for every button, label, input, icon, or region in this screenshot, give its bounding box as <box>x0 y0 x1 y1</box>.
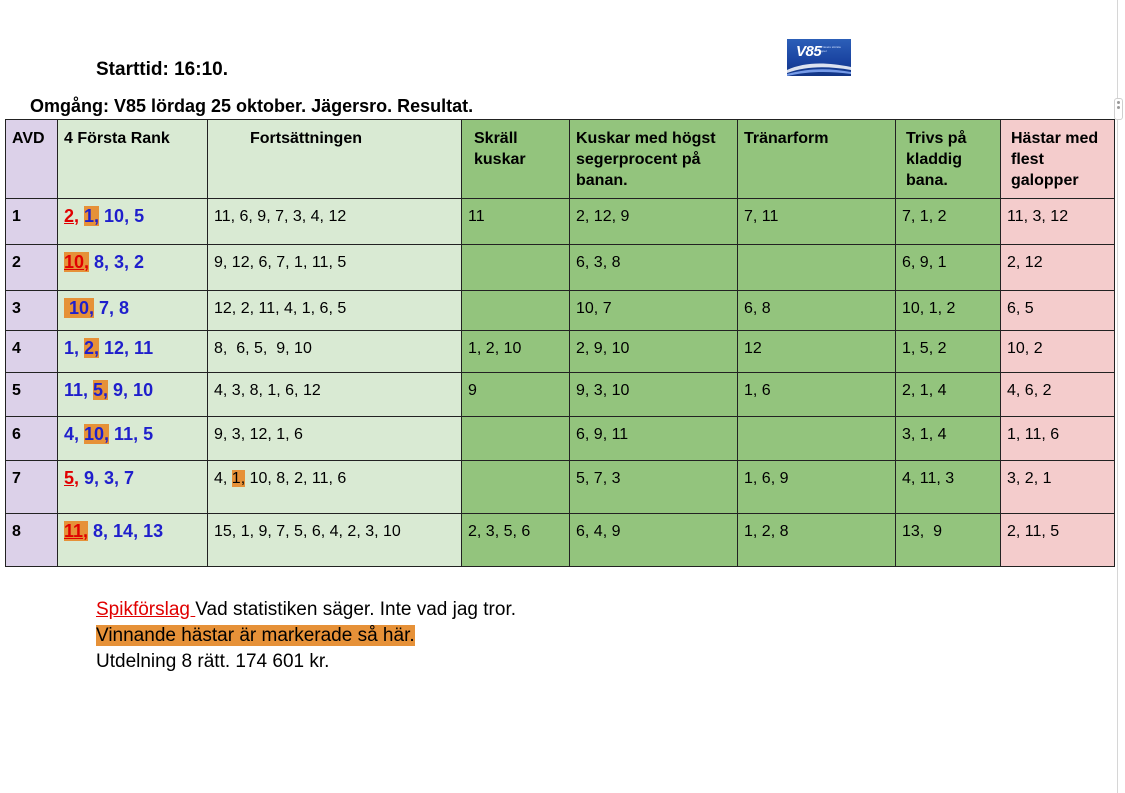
galopper-cell: 1, 11, 6 <box>1001 417 1115 461</box>
rank-cell <box>58 417 208 461</box>
fortsattning-cell <box>208 331 462 373</box>
results-table <box>5 119 1115 567</box>
table-row <box>6 514 1115 567</box>
skrall-cell: 2, 3, 5, 6 <box>462 514 570 567</box>
logo-subtext: Travets största spel <box>821 45 841 53</box>
fortsattning-horses: 15, 1, 9, 7, 5, 6, 4, 2, 3, 10 <box>214 523 401 540</box>
col-header-avd: AVD <box>6 120 58 199</box>
galopper-cell: 10, 2 <box>1001 331 1115 373</box>
fortsattning-cell <box>208 373 462 417</box>
avd-cell: 5 <box>6 373 58 417</box>
skrall-cell <box>462 417 570 461</box>
trivs-cell: 7, 1, 2 <box>896 199 1001 245</box>
winner-horse: 10, <box>64 298 95 318</box>
spik-horse: 10, <box>64 252 90 272</box>
fortsattning-horses: 11, 6, 9, 7, 3, 4, 12 <box>214 208 347 225</box>
fortsattning-horses: 8, 6, 5, 9, 10 <box>214 340 312 357</box>
rank-horses: 9, 3, 7 <box>79 468 135 488</box>
rank-horses: 1, <box>64 338 85 358</box>
trivs-cell: 1, 5, 2 <box>896 331 1001 373</box>
round-title: Omgång: V85 lördag 25 oktober. Jägersro. Resultat. <box>30 96 474 116</box>
trivs-cell: 2, 1, 4 <box>896 373 1001 417</box>
galopper-cell: 11, 3, 12 <box>1001 199 1115 245</box>
galopper-cell: 4, 6, 2 <box>1001 373 1115 417</box>
kuskar-cell: 2, 12, 9 <box>570 199 738 245</box>
fortsattning-cell <box>208 417 462 461</box>
tranarform-cell: 1, 6 <box>738 373 896 417</box>
fortsattning-cell <box>208 199 462 245</box>
spik-horse: 11, <box>64 521 89 541</box>
note-highlight-line <box>96 623 516 649</box>
table-row <box>6 331 1115 373</box>
winner-horse: 5, <box>93 380 109 400</box>
tranarform-cell: 12 <box>738 331 896 373</box>
rank-cell <box>58 514 208 567</box>
trivs-cell: 10, 1, 2 <box>896 291 1001 331</box>
spik-horse: 2, <box>64 206 80 226</box>
trivs-cell: 3, 1, 4 <box>896 417 1001 461</box>
col-header-tranarform: Tränarform <box>738 120 896 199</box>
header-row <box>6 120 1115 199</box>
skrall-cell: 11 <box>462 199 570 245</box>
galopper-cell: 2, 11, 5 <box>1001 514 1115 567</box>
col-header-rank: 4 Första Rank <box>58 120 208 199</box>
rank-horses: 8, 3, 2 <box>89 252 145 272</box>
tranarform-cell: 1, 6, 9 <box>738 461 896 514</box>
galopper-cell: 3, 2, 1 <box>1001 461 1115 514</box>
col-header-fortsattning: Fortsättningen <box>208 120 462 199</box>
scrollbar-handle[interactable] <box>1114 98 1123 120</box>
table-row <box>6 245 1115 291</box>
note-highlight-text: Vinnande hästar är markerade så här. <box>96 625 415 646</box>
table-row <box>6 417 1115 461</box>
rank-horses: 10, 5 <box>99 206 145 226</box>
col-header-galopper: Hästar med flest galopper <box>1001 120 1115 199</box>
tranarform-cell <box>738 245 896 291</box>
fortsattning-horses: 10, 8, 2, 11, 6 <box>245 470 347 487</box>
rank-cell <box>58 245 208 291</box>
skrall-cell <box>462 461 570 514</box>
table-row <box>6 199 1115 245</box>
start-time: Starttid: 16:10. <box>96 59 228 80</box>
fortsattning-horses: 9, 3, 12, 1, 6 <box>214 426 303 443</box>
col-header-skrall <box>462 120 570 199</box>
skrall-cell: 9 <box>462 373 570 417</box>
fortsattning-horses: 9, 12, 6, 7, 1, 11, 5 <box>214 254 347 271</box>
table-row <box>6 373 1115 417</box>
table-row <box>6 461 1115 514</box>
rank-horses: 4, <box>64 424 85 444</box>
col-header-skrall-label: Skräll kuskar <box>474 130 526 168</box>
skrall-cell <box>462 245 570 291</box>
col-header-trivs: Trivs på kladdig bana. <box>896 120 1001 199</box>
kuskar-cell: 9, 3, 10 <box>570 373 738 417</box>
v85-logo <box>787 39 851 76</box>
avd-cell: 2 <box>6 245 58 291</box>
skrall-cell <box>462 291 570 331</box>
winner-horse: 2, <box>84 338 100 358</box>
avd-cell: 6 <box>6 417 58 461</box>
spik-horse: 5, <box>64 468 80 488</box>
fortsattning-horses: 4, <box>214 470 232 487</box>
trivs-cell: 6, 9, 1 <box>896 245 1001 291</box>
tranarform-cell <box>738 417 896 461</box>
rank-horses: 12, 11 <box>99 338 154 358</box>
galopper-cell: 2, 12 <box>1001 245 1115 291</box>
avd-cell: 1 <box>6 199 58 245</box>
rank-cell <box>58 373 208 417</box>
winner-horse: 1, <box>231 470 246 487</box>
kuskar-cell: 6, 9, 11 <box>570 417 738 461</box>
avd-cell: 7 <box>6 461 58 514</box>
tranarform-cell: 1, 2, 8 <box>738 514 896 567</box>
avd-cell: 3 <box>6 291 58 331</box>
avd-cell: 8 <box>6 514 58 567</box>
fortsattning-horses: 4, 3, 8, 1, 6, 12 <box>214 382 321 399</box>
table-row <box>6 291 1115 331</box>
fortsattning-cell <box>208 291 462 331</box>
kuskar-cell: 10, 7 <box>570 291 738 331</box>
notes <box>96 597 516 675</box>
logo-swoosh-icon <box>787 61 851 76</box>
rank-horses: 8, 14, 13 <box>88 521 164 541</box>
note-spik-label: Spikförslag <box>96 599 196 620</box>
rank-horses: 7, 8 <box>94 298 130 318</box>
rank-cell <box>58 199 208 245</box>
rank-horses: 11, <box>64 380 94 400</box>
trivs-cell: 13, 9 <box>896 514 1001 567</box>
fortsattning-cell <box>208 245 462 291</box>
kuskar-cell: 5, 7, 3 <box>570 461 738 514</box>
fortsattning-horses: 12, 2, 11, 4, 1, 6, 5 <box>214 300 347 317</box>
avd-cell: 4 <box>6 331 58 373</box>
rank-horses: 11, 5 <box>109 424 154 444</box>
kuskar-cell: 6, 4, 9 <box>570 514 738 567</box>
note-payout: Utdelning 8 rätt. 174 601 kr. <box>96 651 330 672</box>
winner-horse: 1, <box>84 206 100 226</box>
fortsattning-cell <box>208 514 462 567</box>
rank-horses: 9, 10 <box>108 380 154 400</box>
skrall-cell: 1, 2, 10 <box>462 331 570 373</box>
galopper-cell: 6, 5 <box>1001 291 1115 331</box>
kuskar-cell: 6, 3, 8 <box>570 245 738 291</box>
winner-horse: 10, <box>84 424 110 444</box>
tranarform-cell: 7, 11 <box>738 199 896 245</box>
tranarform-cell: 6, 8 <box>738 291 896 331</box>
note-spik-text: Vad statistiken säger. Inte vad jag tror. <box>195 599 516 620</box>
rank-cell <box>58 291 208 331</box>
trivs-cell: 4, 11, 3 <box>896 461 1001 514</box>
kuskar-cell: 2, 9, 10 <box>570 331 738 373</box>
rank-cell <box>58 331 208 373</box>
logo-text: V85 <box>796 43 822 60</box>
note-spik-line <box>96 597 516 623</box>
fortsattning-cell <box>208 461 462 514</box>
col-header-kuskar: Kuskar med högst segerprocent på banan. <box>570 120 738 199</box>
rank-cell <box>58 461 208 514</box>
